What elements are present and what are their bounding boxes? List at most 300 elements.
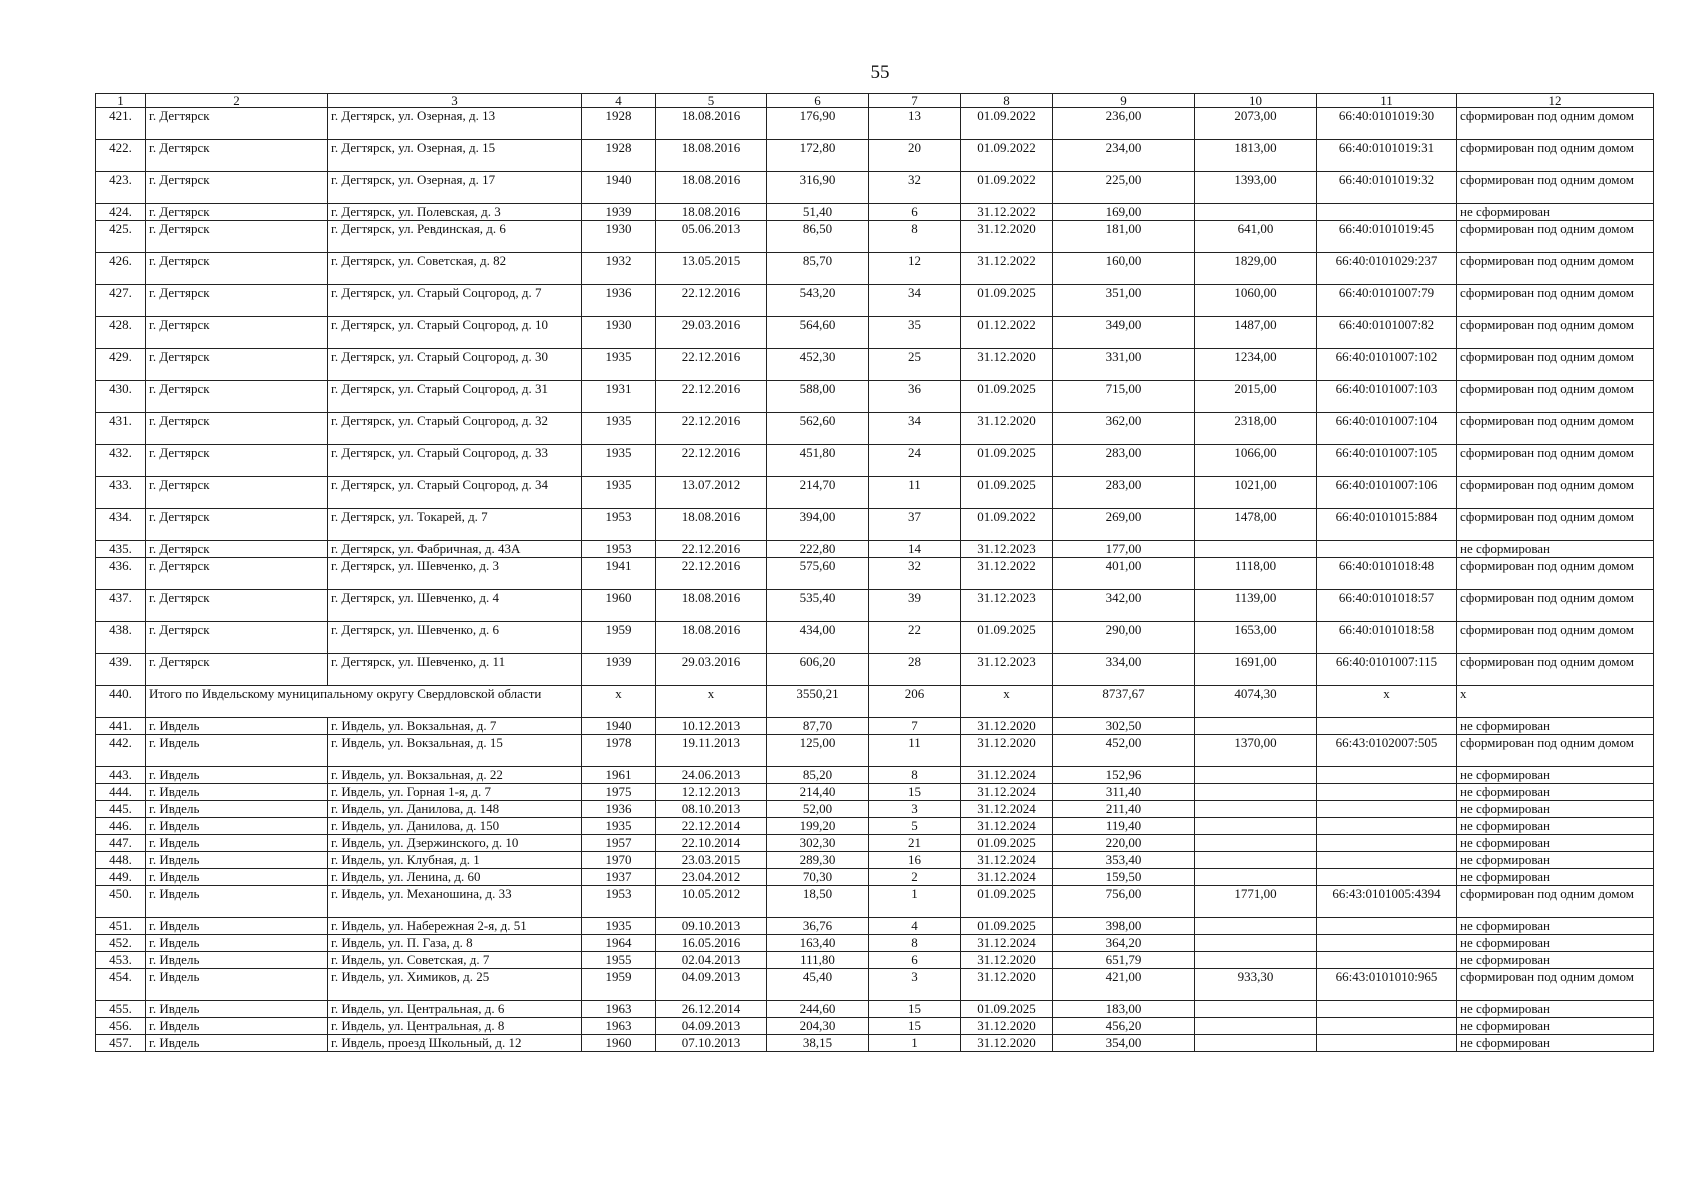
cell-plot-area: 225,00 [1053, 172, 1195, 204]
cell-cadastral-area [1195, 1001, 1317, 1018]
cell-build-year: 1936 [582, 285, 656, 317]
cell-cadastral-area [1195, 835, 1317, 852]
cell-inclusion-date: 23.04.2012 [656, 869, 767, 886]
cell-area: 564,60 [767, 317, 869, 349]
cell-area: 302,30 [767, 835, 869, 852]
cell-inclusion-date: x [656, 686, 767, 718]
cell-plot-area: 401,00 [1053, 558, 1195, 590]
cell-cadastral-number [1317, 1035, 1457, 1052]
cell-cadastral-number [1317, 767, 1457, 784]
cell-deadline: 01.09.2025 [961, 285, 1053, 317]
column-header: 3 [328, 94, 582, 108]
cell-locality: г. Ивдель [146, 935, 328, 952]
cell-address: г. Дегтярск, ул. Шевченко, д. 4 [328, 590, 582, 622]
cell-land-status: сформирован под одним домом [1457, 445, 1654, 477]
cell-locality: г. Дегтярск [146, 558, 328, 590]
cell-plot-area: 183,00 [1053, 1001, 1195, 1018]
column-header: 10 [1195, 94, 1317, 108]
cell-row-number: 440. [96, 686, 146, 718]
cell-row-number: 434. [96, 509, 146, 541]
cell-plot-area: 342,00 [1053, 590, 1195, 622]
cell-locality: г. Дегтярск [146, 108, 328, 140]
cell-build-year: 1930 [582, 317, 656, 349]
cell-locality: г. Дегтярск [146, 253, 328, 285]
cell-cadastral-area [1195, 935, 1317, 952]
cell-locality: г. Дегтярск [146, 172, 328, 204]
cell-build-year: 1935 [582, 445, 656, 477]
cell-cadastral-area: 1066,00 [1195, 445, 1317, 477]
cell-land-status: не сформирован [1457, 1035, 1654, 1052]
cell-inclusion-date: 24.06.2013 [656, 767, 767, 784]
cell-deadline: 01.09.2022 [961, 108, 1053, 140]
cell-deadline: 31.12.2020 [961, 718, 1053, 735]
cell-address: г. Ивдель, ул. Данилова, д. 148 [328, 801, 582, 818]
cell-build-year: 1960 [582, 1035, 656, 1052]
table-row [96, 541, 1654, 558]
cell-row-number: 422. [96, 140, 146, 172]
cell-residents: 5 [869, 818, 961, 835]
cell-plot-area: 715,00 [1053, 381, 1195, 413]
cell-locality: г. Ивдель [146, 801, 328, 818]
cell-row-number: 450. [96, 886, 146, 918]
cell-build-year: 1953 [582, 509, 656, 541]
cell-cadastral-area: 4074,30 [1195, 686, 1317, 718]
cell-cadastral-number [1317, 784, 1457, 801]
cell-cadastral-number: 66:40:0101007:103 [1317, 381, 1457, 413]
table-row [96, 253, 1654, 285]
cell-cadastral-area [1195, 818, 1317, 835]
cell-address: г. Ивдель, проезд Школьный, д. 12 [328, 1035, 582, 1052]
column-header: 6 [767, 94, 869, 108]
table-row [96, 477, 1654, 509]
cell-row-number: 427. [96, 285, 146, 317]
cell-cadastral-area: 1234,00 [1195, 349, 1317, 381]
table-row [96, 445, 1654, 477]
cell-row-number: 448. [96, 852, 146, 869]
cell-cadastral-number [1317, 835, 1457, 852]
cell-plot-area: 159,50 [1053, 869, 1195, 886]
cell-locality: г. Дегтярск [146, 285, 328, 317]
cell-inclusion-date: 05.06.2013 [656, 221, 767, 253]
cell-cadastral-area: 1393,00 [1195, 172, 1317, 204]
cell-land-status: не сформирован [1457, 801, 1654, 818]
cell-residents: 11 [869, 735, 961, 767]
cell-address: г. Дегтярск, ул. Полевская, д. 3 [328, 204, 582, 221]
cell-cadastral-area [1195, 784, 1317, 801]
page-number: 55 [870, 62, 890, 83]
cell-land-status: не сформирован [1457, 952, 1654, 969]
cell-land-status: сформирован под одним домом [1457, 349, 1654, 381]
cell-locality: г. Ивдель [146, 1001, 328, 1018]
cell-cadastral-area [1195, 1018, 1317, 1035]
cell-plot-area: 331,00 [1053, 349, 1195, 381]
cell-cadastral-area [1195, 204, 1317, 221]
cell-cadastral-area [1195, 1035, 1317, 1052]
cell-cadastral-number: 66:40:0101019:31 [1317, 140, 1457, 172]
cell-address: г. Ивдель, ул. Данилова, д. 150 [328, 818, 582, 835]
cell-inclusion-date: 23.03.2015 [656, 852, 767, 869]
cell-row-number: 443. [96, 767, 146, 784]
cell-cadastral-number: 66:40:0101007:82 [1317, 317, 1457, 349]
table-row [96, 686, 1654, 718]
cell-build-year: 1964 [582, 935, 656, 952]
cell-cadastral-area: 2073,00 [1195, 108, 1317, 140]
cell-cadastral-number: 66:40:0101007:104 [1317, 413, 1457, 445]
cell-land-status: сформирован под одним домом [1457, 253, 1654, 285]
cell-land-status: сформирован под одним домом [1457, 317, 1654, 349]
cell-plot-area: 152,96 [1053, 767, 1195, 784]
cell-row-number: 423. [96, 172, 146, 204]
cell-inclusion-date: 29.03.2016 [656, 654, 767, 686]
cell-inclusion-date: 22.12.2016 [656, 285, 767, 317]
cell-locality: г. Дегтярск [146, 140, 328, 172]
cell-locality: г. Ивдель [146, 952, 328, 969]
cell-area: 172,80 [767, 140, 869, 172]
cell-area: 588,00 [767, 381, 869, 413]
table-row [96, 654, 1654, 686]
cell-cadastral-number [1317, 718, 1457, 735]
cell-build-year: 1959 [582, 969, 656, 1001]
cell-inclusion-date: 22.12.2016 [656, 381, 767, 413]
cell-plot-area: 334,00 [1053, 654, 1195, 686]
cell-land-status: сформирован под одним домом [1457, 477, 1654, 509]
cell-cadastral-number: 66:40:0101015:884 [1317, 509, 1457, 541]
cell-cadastral-number: 66:40:0101007:79 [1317, 285, 1457, 317]
cell-land-status: сформирован под одним домом [1457, 172, 1654, 204]
cell-land-status: сформирован под одним домом [1457, 285, 1654, 317]
table-row [96, 381, 1654, 413]
cell-land-status: сформирован под одним домом [1457, 381, 1654, 413]
cell-deadline: 31.12.2024 [961, 818, 1053, 835]
cell-deadline: 31.12.2020 [961, 952, 1053, 969]
cell-inclusion-date: 18.08.2016 [656, 140, 767, 172]
cell-land-status: не сформирован [1457, 852, 1654, 869]
cell-deadline: 31.12.2022 [961, 204, 1053, 221]
cell-plot-area: 651,79 [1053, 952, 1195, 969]
cell-residents: 13 [869, 108, 961, 140]
column-header: 2 [146, 94, 328, 108]
cell-cadastral-area [1195, 801, 1317, 818]
cell-land-status: сформирован под одним домом [1457, 735, 1654, 767]
column-header: 1 [96, 94, 146, 108]
table-row [96, 1035, 1654, 1052]
cell-residents: 8 [869, 767, 961, 784]
cell-address: г. Дегтярск, ул. Старый Соцгород, д. 31 [328, 381, 582, 413]
cell-cadastral-area: 1370,00 [1195, 735, 1317, 767]
cell-cadastral-area: 1829,00 [1195, 253, 1317, 285]
cell-inclusion-date: 09.10.2013 [656, 918, 767, 935]
cell-address: г. Дегтярск, ул. Советская, д. 82 [328, 253, 582, 285]
cell-address: г. Ивдель, ул. Вокзальная, д. 15 [328, 735, 582, 767]
cell-cadastral-number: 66:40:0101019:32 [1317, 172, 1457, 204]
cell-locality: г. Ивдель [146, 969, 328, 1001]
cell-cadastral-number: 66:40:0101019:45 [1317, 221, 1457, 253]
cell-land-status: сформирован под одним домом [1457, 140, 1654, 172]
cell-residents: 22 [869, 622, 961, 654]
cell-inclusion-date: 13.07.2012 [656, 477, 767, 509]
cell-locality: г. Дегтярск [146, 221, 328, 253]
cell-plot-area: 421,00 [1053, 969, 1195, 1001]
cell-address: г. Дегтярск, ул. Ревдинская, д. 6 [328, 221, 582, 253]
cell-deadline: 31.12.2024 [961, 852, 1053, 869]
cell-land-status: не сформирован [1457, 784, 1654, 801]
cell-inclusion-date: 22.12.2016 [656, 558, 767, 590]
cell-build-year: 1935 [582, 918, 656, 935]
cell-build-year: 1928 [582, 140, 656, 172]
cell-area: 394,00 [767, 509, 869, 541]
cell-cadastral-number [1317, 952, 1457, 969]
cell-plot-area: 119,40 [1053, 818, 1195, 835]
cell-plot-area: 452,00 [1053, 735, 1195, 767]
cell-inclusion-date: 10.05.2012 [656, 886, 767, 918]
cell-cadastral-area: 1060,00 [1195, 285, 1317, 317]
cell-cadastral-number: 66:40:0101007:102 [1317, 349, 1457, 381]
cell-cadastral-area: 2318,00 [1195, 413, 1317, 445]
cell-cadastral-area: 1771,00 [1195, 886, 1317, 918]
cell-cadastral-number [1317, 541, 1457, 558]
cell-deadline: 01.09.2022 [961, 172, 1053, 204]
cell-cadastral-area: 1813,00 [1195, 140, 1317, 172]
cell-locality: г. Ивдель [146, 1018, 328, 1035]
table-row [96, 852, 1654, 869]
cell-address: г. Дегтярск, ул. Старый Соцгород, д. 33 [328, 445, 582, 477]
cell-cadastral-number [1317, 852, 1457, 869]
cell-inclusion-date: 18.08.2016 [656, 509, 767, 541]
cell-residents: 1 [869, 886, 961, 918]
cell-address: г. Ивдель, ул. Дзержинского, д. 10 [328, 835, 582, 852]
cell-build-year: x [582, 686, 656, 718]
cell-residents: 34 [869, 413, 961, 445]
cell-deadline: 31.12.2024 [961, 767, 1053, 784]
cell-inclusion-date: 18.08.2016 [656, 590, 767, 622]
cell-row-number: 449. [96, 869, 146, 886]
cell-area: 535,40 [767, 590, 869, 622]
cell-address: г. Дегтярск, ул. Шевченко, д. 11 [328, 654, 582, 686]
cell-cadastral-number: 66:40:0101018:58 [1317, 622, 1457, 654]
cell-deadline: 01.09.2025 [961, 381, 1053, 413]
cell-plot-area: 236,00 [1053, 108, 1195, 140]
cell-land-status: сформирован под одним домом [1457, 969, 1654, 1001]
cell-residents: 8 [869, 221, 961, 253]
cell-area: 36,76 [767, 918, 869, 935]
cell-locality: г. Ивдель [146, 852, 328, 869]
cell-inclusion-date: 22.12.2016 [656, 445, 767, 477]
cell-cadastral-area: 641,00 [1195, 221, 1317, 253]
cell-plot-area: 160,00 [1053, 253, 1195, 285]
cell-locality: г. Дегтярск [146, 590, 328, 622]
cell-cadastral-area: 1653,00 [1195, 622, 1317, 654]
cell-cadastral-area [1195, 918, 1317, 935]
cell-deadline: 31.12.2022 [961, 558, 1053, 590]
cell-land-status: x [1457, 686, 1654, 718]
cell-address: г. Ивдель, ул. Ленина, д. 60 [328, 869, 582, 886]
cell-land-status: сформирован под одним домом [1457, 558, 1654, 590]
cell-locality: г. Дегтярск [146, 349, 328, 381]
cell-cadastral-number: 66:43:0101005:4394 [1317, 886, 1457, 918]
cell-row-number: 426. [96, 253, 146, 285]
cell-cadastral-area: 1118,00 [1195, 558, 1317, 590]
cell-deadline: 01.09.2025 [961, 445, 1053, 477]
cell-locality: г. Ивдель [146, 869, 328, 886]
cell-residents: 34 [869, 285, 961, 317]
cell-cadastral-number [1317, 818, 1457, 835]
cell-cadastral-area [1195, 869, 1317, 886]
cell-row-number: 428. [96, 317, 146, 349]
table-row [96, 509, 1654, 541]
cell-area: 452,30 [767, 349, 869, 381]
table-row [96, 835, 1654, 852]
table-row [96, 622, 1654, 654]
cell-residents: 15 [869, 1018, 961, 1035]
cell-land-status: не сформирован [1457, 835, 1654, 852]
table-row [96, 1018, 1654, 1035]
cell-build-year: 1932 [582, 253, 656, 285]
cell-row-number: 452. [96, 935, 146, 952]
cell-row-number: 441. [96, 718, 146, 735]
cell-build-year: 1955 [582, 952, 656, 969]
cell-address: г. Ивдель, ул. Советская, д. 7 [328, 952, 582, 969]
cell-inclusion-date: 04.09.2013 [656, 969, 767, 1001]
cell-land-status: сформирован под одним домом [1457, 108, 1654, 140]
cell-locality: г. Дегтярск [146, 381, 328, 413]
cell-inclusion-date: 18.08.2016 [656, 108, 767, 140]
cell-area: 289,30 [767, 852, 869, 869]
cell-area: 434,00 [767, 622, 869, 654]
cell-row-number: 431. [96, 413, 146, 445]
cell-residents: 1 [869, 1035, 961, 1052]
cell-address: г. Дегтярск, ул. Озерная, д. 17 [328, 172, 582, 204]
cell-land-status: не сформирован [1457, 204, 1654, 221]
cell-build-year: 1963 [582, 1001, 656, 1018]
column-number-row [96, 94, 1654, 108]
cell-plot-area: 362,00 [1053, 413, 1195, 445]
cell-inclusion-date: 10.12.2013 [656, 718, 767, 735]
cell-area: 52,00 [767, 801, 869, 818]
cell-deadline: 31.12.2020 [961, 413, 1053, 445]
cell-plot-area: 290,00 [1053, 622, 1195, 654]
cell-deadline: 01.09.2025 [961, 835, 1053, 852]
cell-address: г. Ивдель, ул. Химиков, д. 25 [328, 969, 582, 1001]
cell-locality: г. Дегтярск [146, 413, 328, 445]
cell-locality: г. Дегтярск [146, 445, 328, 477]
cell-deadline: 31.12.2022 [961, 253, 1053, 285]
cell-deadline: 01.09.2025 [961, 622, 1053, 654]
cell-inclusion-date: 19.11.2013 [656, 735, 767, 767]
table-row [96, 935, 1654, 952]
cell-area: 125,00 [767, 735, 869, 767]
cell-residents: 21 [869, 835, 961, 852]
cell-inclusion-date: 08.10.2013 [656, 801, 767, 818]
cell-inclusion-date: 26.12.2014 [656, 1001, 767, 1018]
cell-deadline: x [961, 686, 1053, 718]
cell-area: 3550,21 [767, 686, 869, 718]
cell-address: г. Ивдель, ул. Вокзальная, д. 22 [328, 767, 582, 784]
cell-residents: 7 [869, 718, 961, 735]
cell-area: 163,40 [767, 935, 869, 952]
column-header: 7 [869, 94, 961, 108]
cell-plot-area: 234,00 [1053, 140, 1195, 172]
cell-land-status: не сформирован [1457, 1018, 1654, 1035]
cell-inclusion-date: 18.08.2016 [656, 172, 767, 204]
cell-cadastral-number: 66:40:0101029:237 [1317, 253, 1457, 285]
cell-row-number: 439. [96, 654, 146, 686]
cell-deadline: 31.12.2020 [961, 1035, 1053, 1052]
cell-land-status: сформирован под одним домом [1457, 221, 1654, 253]
table-row [96, 140, 1654, 172]
cell-area: 51,40 [767, 204, 869, 221]
cell-residents: 12 [869, 253, 961, 285]
cell-plot-area: 349,00 [1053, 317, 1195, 349]
cell-land-status: не сформирован [1457, 541, 1654, 558]
cell-plot-area: 283,00 [1053, 477, 1195, 509]
cell-inclusion-date: 18.08.2016 [656, 622, 767, 654]
cell-address: г. Ивдель, ул. Центральная, д. 8 [328, 1018, 582, 1035]
cell-land-status: сформирован под одним домом [1457, 413, 1654, 445]
cell-area: 18,50 [767, 886, 869, 918]
cell-build-year: 1953 [582, 886, 656, 918]
cell-inclusion-date: 02.04.2013 [656, 952, 767, 969]
cell-cadastral-area [1195, 852, 1317, 869]
cell-area: 562,60 [767, 413, 869, 445]
cell-deadline: 01.09.2025 [961, 918, 1053, 935]
cell-residents: 28 [869, 654, 961, 686]
cell-plot-area: 8737,67 [1053, 686, 1195, 718]
cell-deadline: 01.09.2022 [961, 509, 1053, 541]
cell-row-number: 455. [96, 1001, 146, 1018]
cell-address: г. Дегтярск, ул. Старый Соцгород, д. 7 [328, 285, 582, 317]
cell-plot-area: 364,20 [1053, 935, 1195, 952]
cell-area: 316,90 [767, 172, 869, 204]
cell-plot-area: 302,50 [1053, 718, 1195, 735]
cell-row-number: 429. [96, 349, 146, 381]
cell-plot-area: 269,00 [1053, 509, 1195, 541]
table-row [96, 349, 1654, 381]
cell-cadastral-number [1317, 935, 1457, 952]
cell-area: 222,80 [767, 541, 869, 558]
cell-deadline: 31.12.2020 [961, 349, 1053, 381]
table-row [96, 285, 1654, 317]
cell-address: г. Дегтярск, ул. Старый Соцгород, д. 32 [328, 413, 582, 445]
cell-area: 244,60 [767, 1001, 869, 1018]
cell-address: г. Дегтярск, ул. Старый Соцгород, д. 10 [328, 317, 582, 349]
column-header: 11 [1317, 94, 1457, 108]
cell-land-status: не сформирован [1457, 869, 1654, 886]
cell-total-label: Итого по Ивдельскому муниципальному округу Свердловской области [146, 686, 582, 718]
cell-area: 214,70 [767, 477, 869, 509]
cell-inclusion-date: 18.08.2016 [656, 204, 767, 221]
cell-row-number: 425. [96, 221, 146, 253]
cell-row-number: 454. [96, 969, 146, 1001]
cell-residents: 6 [869, 204, 961, 221]
table-row [96, 886, 1654, 918]
cell-locality: г. Дегтярск [146, 317, 328, 349]
cell-land-status: сформирован под одним домом [1457, 622, 1654, 654]
cell-area: 176,90 [767, 108, 869, 140]
table-row [96, 969, 1654, 1001]
cell-land-status: сформирован под одним домом [1457, 509, 1654, 541]
table-row [96, 735, 1654, 767]
cell-build-year: 1935 [582, 349, 656, 381]
cell-land-status: сформирован под одним домом [1457, 886, 1654, 918]
table-row [96, 317, 1654, 349]
cell-plot-area: 177,00 [1053, 541, 1195, 558]
cell-address: г. Ивдель, ул. Механошина, д. 33 [328, 886, 582, 918]
cell-row-number: 430. [96, 381, 146, 413]
cell-row-number: 453. [96, 952, 146, 969]
cell-address: г. Дегтярск, ул. Токарей, д. 7 [328, 509, 582, 541]
cell-deadline: 31.12.2023 [961, 654, 1053, 686]
cell-address: г. Ивдель, ул. Клубная, д. 1 [328, 852, 582, 869]
